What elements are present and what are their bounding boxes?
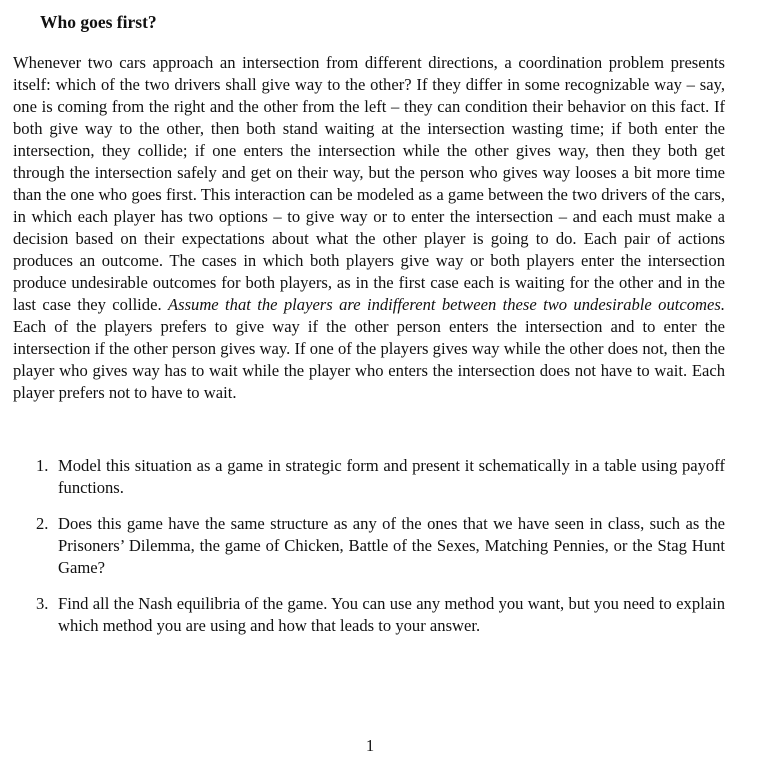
paragraph-italic-assumption: Assume that the players are indifferent between these two undesirable outcomes.	[167, 295, 725, 314]
page-number: 1	[365, 736, 375, 755]
problem-paragraph	[13, 52, 725, 404]
question-text: Does this game have the same structure as any of the ones that we have seen in class, such as the Prisoners’ Dilemma, the game of Chicken, Battle of the Sexes, Matching Pennies, or the Stag Hunt Game?	[58, 514, 725, 577]
question-list	[0, 455, 772, 651]
question-item-2	[0, 513, 725, 579]
question-item-3	[0, 593, 725, 637]
question-number: 1.	[36, 456, 49, 475]
section-title: Who goes first?	[40, 12, 157, 32]
question-number: 2.	[36, 514, 49, 533]
question-item-1	[0, 455, 725, 499]
paragraph-text-part2: Each of the players prefers to give way if the other person enters the intersection and to enter the intersection if the other person gives way. If one of the players gives way while the other does not, then the player who gives way has to wait while the player who enters the intersection does not have to wait. Each player prefers not to have to wait.	[13, 317, 725, 402]
question-text: Find all the Nash equilibria of the game. You can use any method you want, but you need to explain which method you are using and how that leads to your answer.	[58, 594, 725, 635]
paragraph-text-part1: Whenever two cars approach an intersection from different directions, a coordination problem presents itself: which of the two drivers shall give way to the other? If they differ in some recognizable way – say, one is coming from the right and the other from the left – they can condition their behavior on this fact. If both give way to the other, then both stand waiting at the intersection wasting time; if both enter the intersection, they collide; if one enters the intersection while the other gives way, then they both get through the intersection safely and get on their way, but the person who gives way looses a bit more time than the one who goes first. This interaction can be modeled as a game between the two drivers of the cars, in which each player has two options – to give way or to enter the intersection – and each must make a decision based on their expectations about what the other player is going to do. Each pair of actions produces an outcome. The cases in which both players give way or both players enter the intersection produce undesirable outcomes for both players, as in the first case each is waiting for the other and in the last case they collide.	[13, 53, 725, 314]
question-number: 3.	[36, 594, 49, 613]
question-text: Model this situation as a game in strategic form and present it schematically in a table using payoff functions.	[58, 456, 725, 497]
